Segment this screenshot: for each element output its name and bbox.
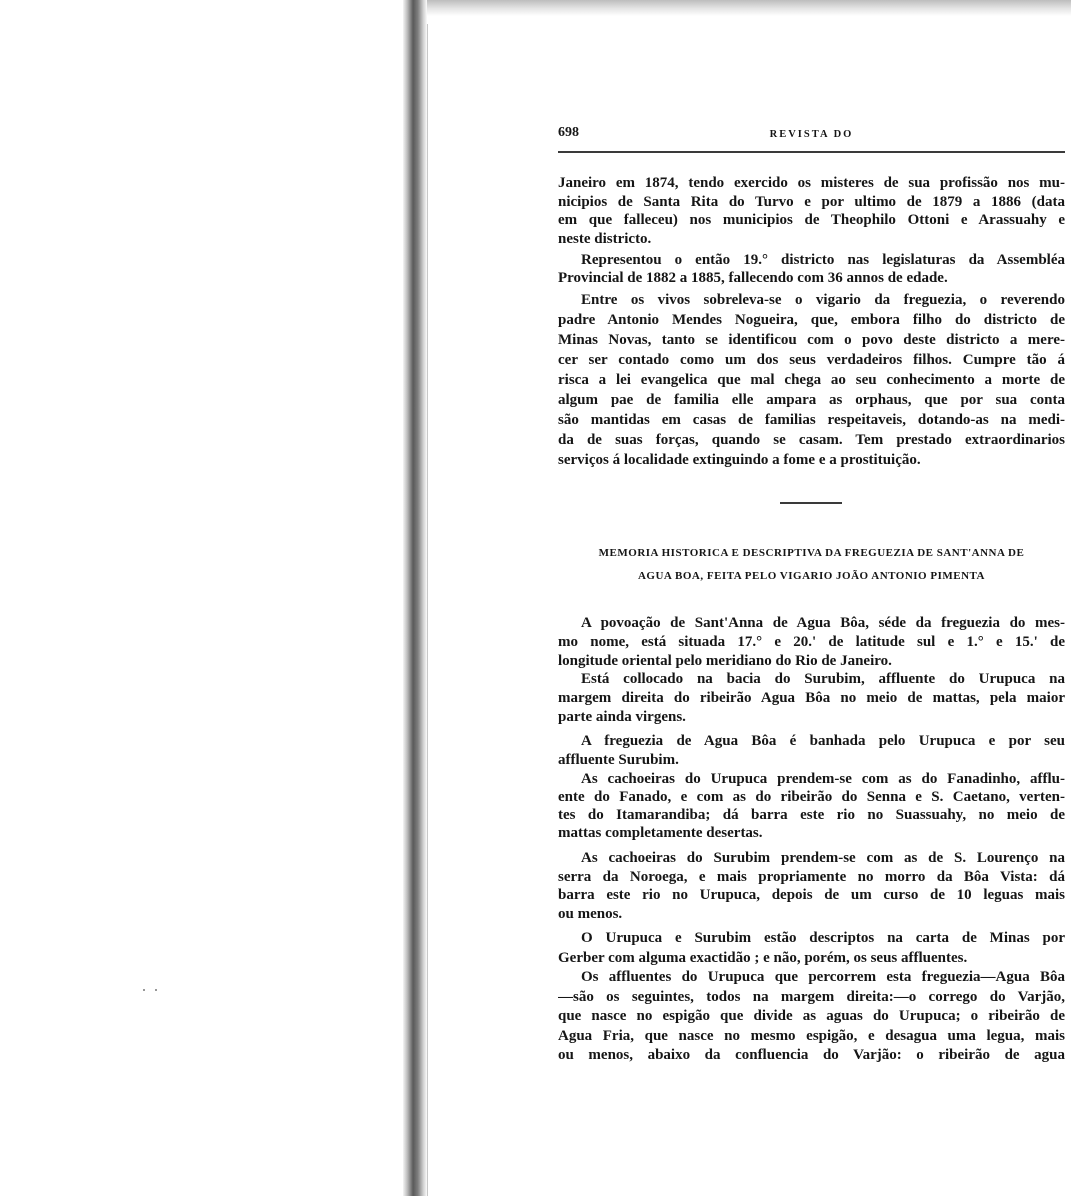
- text-line: longitude oriental pelo meridiano do Rio de Janeiro.: [558, 653, 892, 669]
- text-line: mattas completamente desertas.: [558, 825, 763, 841]
- text-line: neste districto.: [558, 230, 652, 247]
- text-line: padre Antonio Mendes Nogueira, que, embora filho do districto de: [558, 312, 1065, 328]
- paragraph: [558, 670, 1065, 727]
- text-line: serra da Noroega, e mais propriamente no morro da Bôa Vista: dá: [558, 868, 1065, 885]
- text-line: parte ainda virgens.: [558, 709, 686, 725]
- text-line: affluente Surubim.: [558, 751, 679, 768]
- book-gutter: [403, 0, 427, 1196]
- text-line: mo nome, está situada 17.° e 20.' de latitude sul e 1.° e 15.' de: [558, 634, 1065, 650]
- text-line: A freguezia de Agua Bôa é banhada pelo Urupuca e por seu: [581, 733, 1065, 749]
- header-rule: [558, 151, 1065, 153]
- scan-speck: [143, 989, 145, 991]
- text-line: tes do Itamarandiba; dá barra este rio no Suassuahy, no meio de: [558, 807, 1065, 823]
- section-title-line: AGUA BOA, FEITA PELO VIGARIO JOÃO ANTONIO PIMENTA: [637, 570, 985, 582]
- text-line: Provincial de 1882 a 1885, fallecendo com 36 annos de edade.: [558, 270, 948, 286]
- text-line: A povoação de Sant'Anna de Agua Bôa, séde da freguezia do mes-: [581, 615, 1065, 631]
- text-line: ente do Fanado, e com as do ribeirão do Senna e S. Caetano, verten-: [558, 789, 1065, 805]
- paragraph: [558, 928, 1065, 968]
- running-title: REVISTA DO: [769, 129, 854, 140]
- text-line: Está collocado na bacia do Surubim, affluente do Urupuca na: [581, 671, 1065, 687]
- text-line: risca a lei evangelica que mal chega ao seu conhecimento a morte de: [558, 372, 1065, 388]
- text-line: Os affluentes do Urupuca que percorrem esta freguezia—Agua Bôa: [581, 969, 1065, 985]
- text-line: barra este rio no Urupuca, depois de um curso de 10 leguas mais: [558, 887, 1065, 904]
- text-line: ou menos.: [558, 906, 623, 923]
- text-line: Entre os vivos sobreleva-se o vigario da freguezia, o reverendo: [581, 292, 1065, 308]
- paragraph: [558, 614, 1065, 671]
- paragraph: [558, 770, 1065, 842]
- text-line: em que falleceu) nos municipios de Theophilo Ottoni e Arassuahy e: [558, 212, 1065, 228]
- text-line: Representou o então 19.° districto nas legislaturas da Assembléa: [581, 252, 1065, 268]
- text-line: margem direita do ribeirão Agua Bôa no meio de mattas, pela maior: [558, 690, 1065, 706]
- text-line: da de suas forças, quando se casam. Tem prestado extraordinarios: [558, 432, 1065, 448]
- text-line: algum pae de familia elle ampara as orphaus, que por sua conta: [558, 392, 1065, 408]
- page-top-edge: [418, 0, 1071, 16]
- paragraph: [558, 251, 1065, 287]
- text-line: As cachoeiras do Surubim prendem-se com as de S. Lourenço na: [581, 850, 1065, 866]
- paragraph: [558, 732, 1065, 769]
- section-title-line: MEMORIA HISTORICA E DESCRIPTIVA DA FREGUEZIA DE SANT'ANNA DE: [598, 547, 1025, 559]
- text-line: Minas Novas, tanto se identificou com o povo deste districto a mere-: [558, 332, 1065, 348]
- text-line: cer ser contado como um dos seus verdadeiros filhos. Cumpre tão á: [558, 352, 1065, 368]
- gutter-line: [427, 24, 428, 1196]
- text-line: nicipios de Santa Rita do Turvo e por ultimo de 1879 a 1886 (data: [558, 193, 1065, 210]
- text-line: Janeiro em 1874, tendo exercido os misteres de sua profissão nos mu-: [558, 175, 1065, 191]
- page-number: 698: [558, 125, 579, 140]
- text-line: serviços á localidade extinguindo a fome e a prostituição.: [558, 452, 921, 468]
- scan-speck: [155, 989, 157, 991]
- text-line: são mantidas em casas de familias respeitaveis, dotando-as na medi-: [558, 412, 1065, 428]
- text-line: que nasce no espigão que divide as aguas do Urupuca; o ribeirão de: [558, 1008, 1065, 1024]
- paragraph: [558, 849, 1065, 924]
- text-line: ou menos, abaixo da confluencia do Varjão: o ribeirão de agua: [558, 1047, 1065, 1063]
- paragraph: [558, 290, 1065, 470]
- section-divider: [780, 502, 842, 504]
- text-line: As cachoeiras do Urupuca prendem-se com as do Fanadinho, afflu-: [581, 771, 1065, 787]
- text-line: Agua Fria, que nasce no mesmo espigão, e desagua uma legua, mais: [558, 1027, 1065, 1044]
- paragraph: [558, 968, 1065, 1066]
- paragraph: [558, 174, 1065, 248]
- text-line: Gerber com alguma exactidão ; e não, porém, os seus affluentes.: [558, 950, 968, 966]
- text-line: O Urupuca e Surubim estão descriptos na carta de Minas por: [581, 930, 1065, 946]
- text-line: —são os seguintes, todos na margem direita:—o corrego do Varjão,: [558, 988, 1065, 1005]
